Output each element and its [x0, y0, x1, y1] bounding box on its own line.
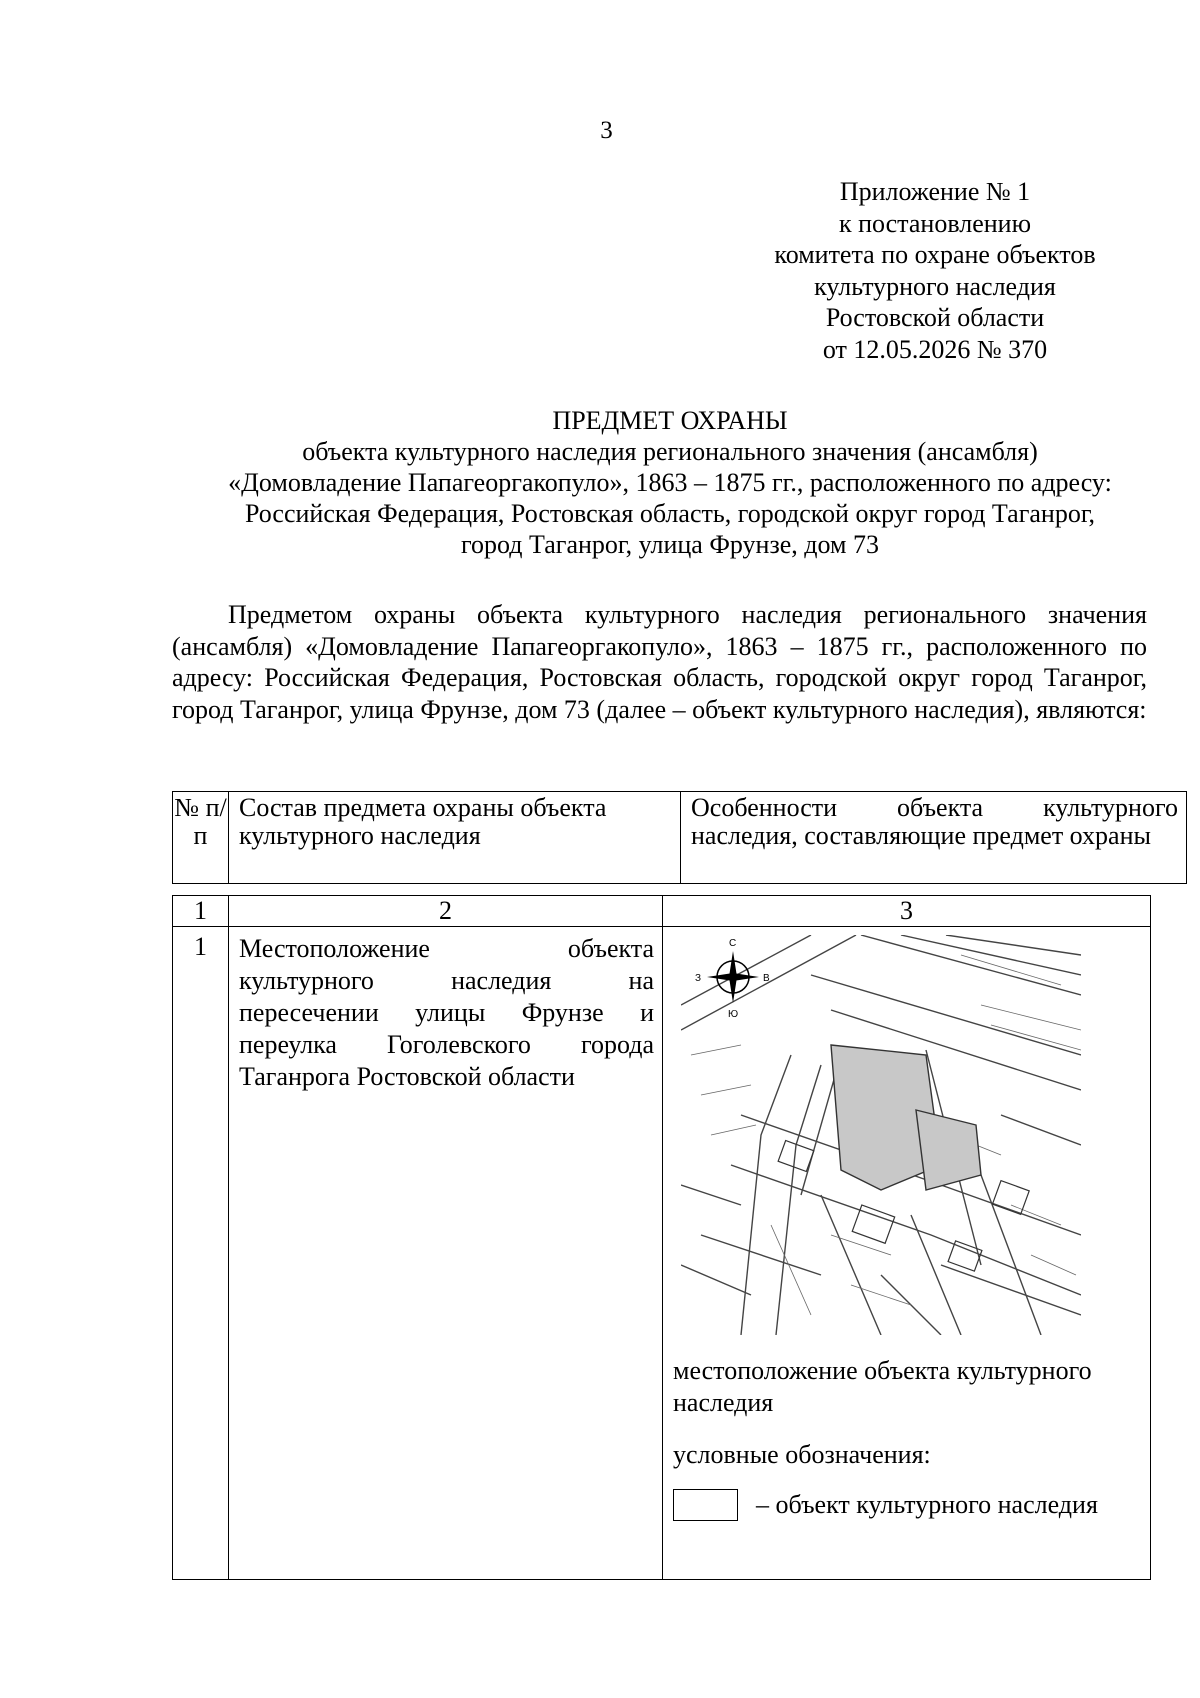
row-composition: Местоположение объекта культурного наследия на пересечении улицы Фрунзе и переулка Гоголевского города Таганрога Ростовской области: [229, 927, 663, 1580]
location-map: [681, 935, 1081, 1335]
legend-label: – объект культурного наследия: [756, 1490, 1098, 1519]
legend-swatch: [673, 1489, 738, 1521]
row-number: 1: [173, 927, 229, 1580]
compass-east: В: [763, 973, 770, 984]
title-heading: ПРЕДМЕТ ОХРАНЫ: [552, 406, 788, 435]
cadastral-map-image: [681, 935, 1081, 1335]
column-index: 3: [663, 896, 1151, 927]
page-number: 3: [600, 117, 613, 144]
appendix-line: к постановлению: [838, 208, 1032, 238]
title-line: «Домовладение Папагеоргакопуло», 1863 – 1875 гг., расположенного по адресу:: [228, 468, 1112, 497]
column-index: 2: [229, 896, 663, 927]
protection-table: [172, 895, 1151, 1580]
table-row: [173, 927, 1151, 1580]
legend-title: условные обозначения:: [673, 1440, 931, 1469]
title-line: город Таганрог, улица Фрунзе, дом 73: [461, 530, 879, 559]
header-features: Особенности объекта культурного наследия, составляющие предмет охраны: [681, 792, 1187, 884]
header-number: № п/п: [173, 792, 229, 884]
title-line: Российская Федерация, Ростовская область, городской округ город Таганрог,: [244, 499, 1096, 528]
appendix-line: от 12.05.2026 № 370: [822, 334, 1048, 364]
map-caption: местоположение объекта культурного наследия: [673, 1356, 1092, 1417]
row-features: [663, 927, 1151, 1580]
compass-west: З: [695, 973, 702, 984]
header-composition: Состав предмета охраны объекта культурного наследия: [229, 792, 681, 884]
appendix-line: Ростовской области: [825, 303, 1045, 332]
appendix-line: Приложение № 1: [839, 177, 1031, 206]
protection-table-header: [172, 791, 1187, 884]
intro-paragraph: Предметом охраны объекта культурного наследия регионального значения (ансамбля) «Домовладение Папагеоргакопуло», 1863 – 1875 гг., расположенного по адресу: Российская Федерация, Ростовская область, городской округ город Таганрог, город Таганрог, улица Фрунзе, дом 73 (далее – объект культурного наследия), являются:: [172, 600, 1147, 724]
appendix-block: [735, 176, 1135, 365]
compass-north: С: [729, 938, 737, 949]
appendix-line: культурного наследия: [814, 271, 1056, 301]
appendix-line: комитета по охране объектов: [774, 240, 1096, 269]
column-index: 1: [173, 896, 229, 927]
document-title: [120, 405, 1200, 560]
compass-south: Ю: [728, 1009, 739, 1020]
title-line: объекта культурного наследия регионального значения (ансамбля): [302, 437, 1038, 466]
column-index-row: [173, 896, 1151, 927]
legend-item: [663, 1489, 1150, 1521]
